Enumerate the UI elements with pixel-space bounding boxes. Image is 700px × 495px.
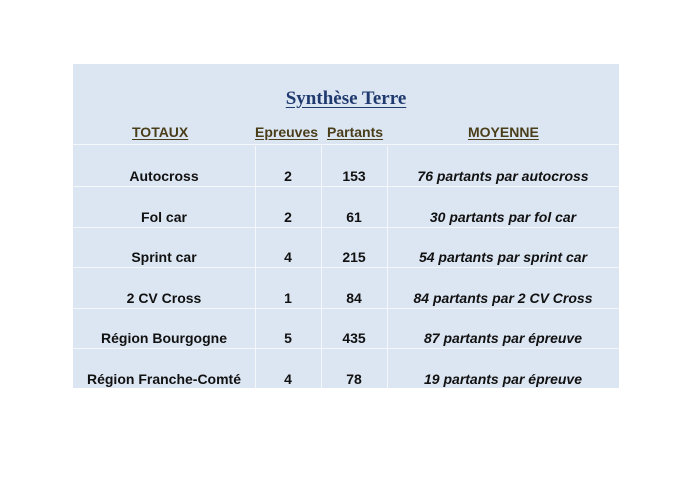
header-totaux: TOTAUX bbox=[132, 124, 189, 140]
table-row bbox=[73, 227, 619, 268]
row-partants: 78 bbox=[346, 370, 362, 387]
row-moyenne: 54 partants par sprint car bbox=[418, 249, 588, 265]
row-name: Sprint car bbox=[131, 249, 197, 265]
row-name: Autocross bbox=[129, 168, 199, 184]
table-title: Synthèse Terre bbox=[285, 88, 407, 109]
row-partants: 84 bbox=[346, 289, 362, 306]
table-row bbox=[73, 146, 619, 187]
row-name: Région Franche-Comté bbox=[86, 370, 241, 387]
row-partants: 215 bbox=[342, 249, 366, 265]
table-row bbox=[73, 349, 619, 390]
row-moyenne: 19 partants par épreuve bbox=[424, 370, 582, 387]
row-divider bbox=[73, 144, 619, 145]
table-row bbox=[73, 187, 619, 228]
table-row bbox=[73, 308, 619, 349]
summary-table-panel bbox=[73, 64, 619, 388]
row-moyenne: 84 partants par 2 CV Cross bbox=[413, 289, 593, 306]
row-partants: 435 bbox=[342, 330, 366, 346]
row-moyenne: 76 partants par autocross bbox=[417, 168, 589, 184]
row-name: 2 CV Cross bbox=[126, 289, 202, 306]
row-moyenne: 87 partants par épreuve bbox=[424, 330, 582, 346]
row-name: Région Bourgogne bbox=[101, 330, 227, 346]
table-header-row bbox=[73, 124, 619, 144]
row-epreuves: 4 bbox=[284, 370, 292, 387]
header-partants: Partants bbox=[327, 124, 384, 140]
table-body bbox=[73, 146, 619, 389]
row-epreuves: 2 bbox=[284, 208, 292, 225]
row-epreuves: 1 bbox=[284, 289, 292, 306]
table-row bbox=[73, 268, 619, 309]
row-partants: 153 bbox=[342, 168, 366, 184]
row-name: Fol car bbox=[141, 208, 187, 225]
row-partants: 61 bbox=[346, 208, 362, 225]
row-epreuves: 2 bbox=[284, 168, 292, 184]
header-moyenne: MOYENNE bbox=[468, 124, 539, 140]
header-epreuves: Epreuves bbox=[255, 124, 319, 140]
row-moyenne: 30 partants par fol car bbox=[429, 208, 577, 225]
row-epreuves: 5 bbox=[284, 330, 292, 346]
row-epreuves: 4 bbox=[284, 249, 292, 265]
